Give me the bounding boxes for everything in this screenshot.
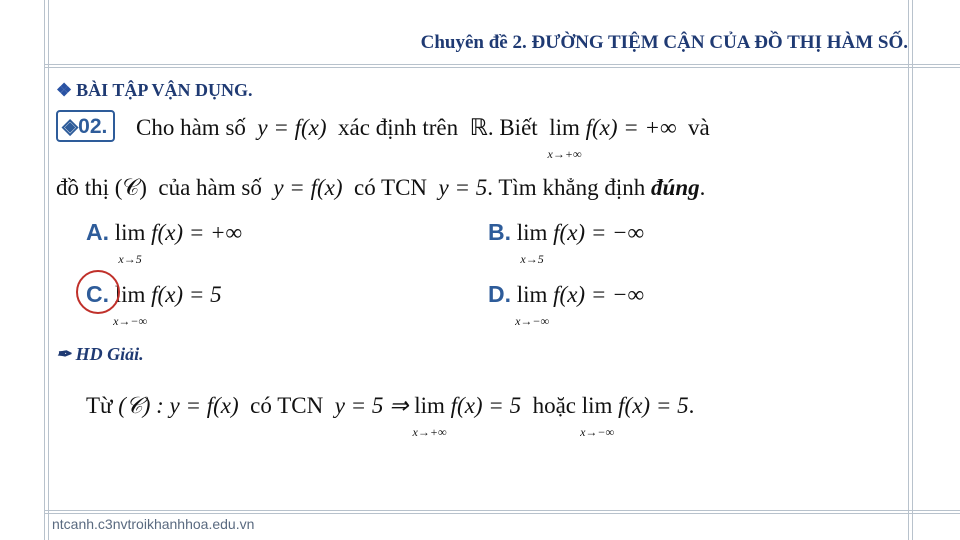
frame-line-right: [908, 0, 909, 540]
footer-website: ntcanh.c3nvtroikhanhhoa.edu.vn: [52, 516, 255, 532]
diamond-bullet-icon: ❖: [56, 80, 73, 100]
frame-line-left-inner: [48, 0, 49, 540]
footer-rule: [44, 510, 960, 511]
frame-line-right-inner: [912, 0, 913, 540]
solution-line: Từ (𝒞) : y = f(x) có TCN y = 5 ⇒ lim x→+∞ f(x) = 5 hoặc lim x→−∞ f(x) = 5.: [86, 393, 695, 439]
correct-answer-circle: [76, 270, 120, 314]
question-line-2: đồ thị (𝒞) của hàm số y = f(x) có TCN y = 5. Tìm khẳng định đúng.: [56, 175, 706, 200]
limit-expression: lim x→+∞: [547, 115, 582, 161]
header-rule: [44, 64, 960, 65]
frame-line-left: [44, 0, 45, 540]
solution-heading: ✒ HD Giải.: [56, 344, 144, 364]
question-line-1: Cho hàm số y = f(x) xác định trên ℝ. Biết lim x→+∞ f(x) = +∞ và: [136, 115, 710, 161]
question-number-badge: ◈02.: [56, 110, 115, 142]
option-a[interactable]: A. lim x→5 f(x) = +∞: [86, 219, 243, 266]
pencil-icon: ✒: [56, 344, 72, 364]
section-heading: [56, 80, 253, 101]
diamond-icon: ◈: [62, 115, 79, 138]
footer-rule-inner: [44, 513, 960, 514]
option-c[interactable]: C. lim x→−∞ f(x) = 5: [86, 281, 222, 328]
option-d[interactable]: D. lim x→−∞ f(x) = −∞: [488, 281, 645, 328]
option-b[interactable]: B. lim x→5 f(x) = −∞: [488, 219, 645, 266]
section-title: BÀI TẬP VẬN DỤNG.: [76, 80, 253, 100]
header-rule-inner: [44, 67, 960, 68]
page-title: Chuyên đề 2. ĐƯỜNG TIỆM CẬN CỦA ĐỒ THỊ HÀM SỐ.: [420, 32, 908, 53]
